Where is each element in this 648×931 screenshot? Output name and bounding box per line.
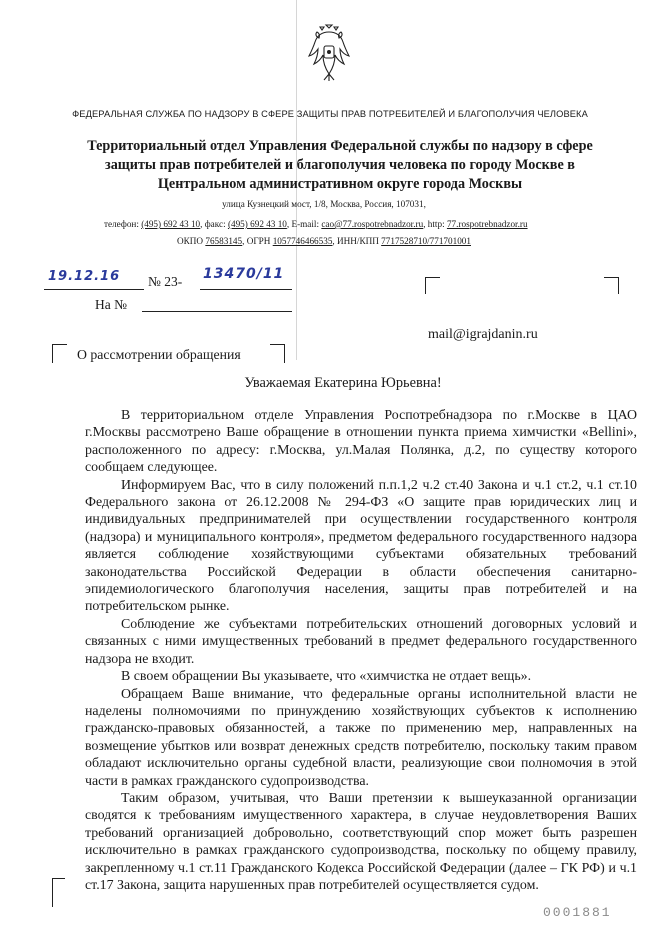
body-paragraph: Соблюдение же субъектами потребительских отношений договорных условий и связанных с ними имущественных требований в предмет федерального государственного надзора не входит. [85,616,637,667]
letter-body [85,407,637,894]
inn-label: , ИНН/КПП [332,236,382,246]
okpo-label: ОКПО [177,236,206,246]
department-name: Территориальный отдел Управления Федеральной службы по надзору в сфере защиты прав потребителей и благополучия человека по городу Москве в Центральном административном округе города Москвы [87,138,593,192]
subject-bracket-left [52,344,67,363]
contacts-line [104,218,644,230]
registration-codes [0,235,648,247]
body-paragraph: В своем обращении Вы указываете, что «химчистка не отдает вещь». [121,669,532,685]
recipient-email: mail@igrajdanin.ru [428,327,538,342]
ogrn-label: , ОГРН [242,236,273,246]
body-paragraph: В территориальном отделе Управления Роспотребнадзора по г.Москве в ЦАО г.Москвы рассмотрено Ваше обращение в отношении пункта приема химчистки «Bellini», расположенного по адресу: г.Москва, ул.Малая Полянка, д.2, по существу которого сообщаем следующее. [85,408,637,476]
outgoing-number: 13470/11 [203,266,285,282]
body-paragraph: Таким образом, учитывая, что Ваши претензии к вышеуказанной организации сводятся к требованиям имущественного характера, в случае неудовлетворения Ваших требований организацией добровольно, соответствующий спор может быть разрешен исключительно в рамках гражданского судопроизводства, поскольку по общему правилу, закрепленному ч.1 ст.11 Гражданского Кодекса Российской Федерации (далее – ГК РФ) и ч.1 ст.17 Закона, защита нарушенных прав потребителей осуществляется судом. [85,790,637,893]
postal-address: улица Кузнецкий мост, 1/8, Москва, Россия, 107031, [222,199,426,209]
http-label: , http: [423,219,447,229]
agency-email: cao@77.rospotrebnadzor.ru [321,219,424,229]
subject-bracket-right [270,344,285,363]
subject-line: О рассмотрении обращения [77,347,241,362]
agency-website: 77.rospotrebnadzor.ru [446,219,528,229]
outgoing-date-line [44,289,144,290]
inn-kpp-code: 7717528710/771701001 [381,236,471,246]
email-label: , E-mail: [286,219,322,229]
incoming-number-line [142,311,292,312]
body-paragraph: Обращаем Ваше внимание, что федеральные органы исполнительной власти не наделены полномочиями по принуждению хозяйствующих субъектов к исполнению гражданско-правовых обязанностей, а также по применению мер, направленных на возмещение убытков или возврат денежных средств потребителю, поскольку таким правом обладают исключительно органы судебной власти, реализующие свои полномочия в этой части в рамках гражданского судопроизводства. [85,686,637,789]
phone-number: (495) 692 43 10 [141,219,201,229]
outgoing-date: 19.12.16 [48,269,121,284]
agency-name: ФЕДЕРАЛЬНАЯ СЛУЖБА ПО НАДЗОРУ В СФЕРЕ ЗАЩИТЫ ПРАВ ПОТРЕБИТЕЛЕЙ И БЛАГОПОЛУЧИЯ ЧЕЛОВЕКА [72,109,588,119]
salutation: Уважаемая Екатерина Юрьевна! [244,375,442,391]
body-paragraph: Информируем Вас, что в силу положений п.п.1,2 ч.2 ст.40 Закона и ч.1 ст.2, ч.1 ст.10 Федерального закона от 26.12.2008 № 294-ФЗ «О защите прав юридических лиц и индивидуальных предпринимателей при осуществлении государственного контроля (надзора) и муниципального контроля», предметом федерального государственного надзора является соблюдение хозяйствующими субъектами обязательных требований законодательства Российской Федерации в области обеспечения санитарно-эпидемиологического благополучия населения, защиты прав потребителей и на потребительском рынке. [85,477,637,615]
incoming-number-label: На № [95,297,127,312]
outgoing-number-prefix: № 23- [148,274,183,289]
fax-label: , факс: [200,219,228,229]
okpo-code: 76583145 [205,236,243,246]
bottom-bracket [52,878,65,907]
fax-number: (495) 692 43 10 [227,219,287,229]
double-headed-eagle-emblem-icon [307,22,351,82]
serial-number: 0001881 [543,905,612,920]
ogrn-code: 1057746466535 [272,236,333,246]
address-bracket-left [425,277,440,294]
phone-label: телефон: [104,219,142,229]
address-bracket-right [604,277,619,294]
outgoing-number-line [200,289,292,290]
